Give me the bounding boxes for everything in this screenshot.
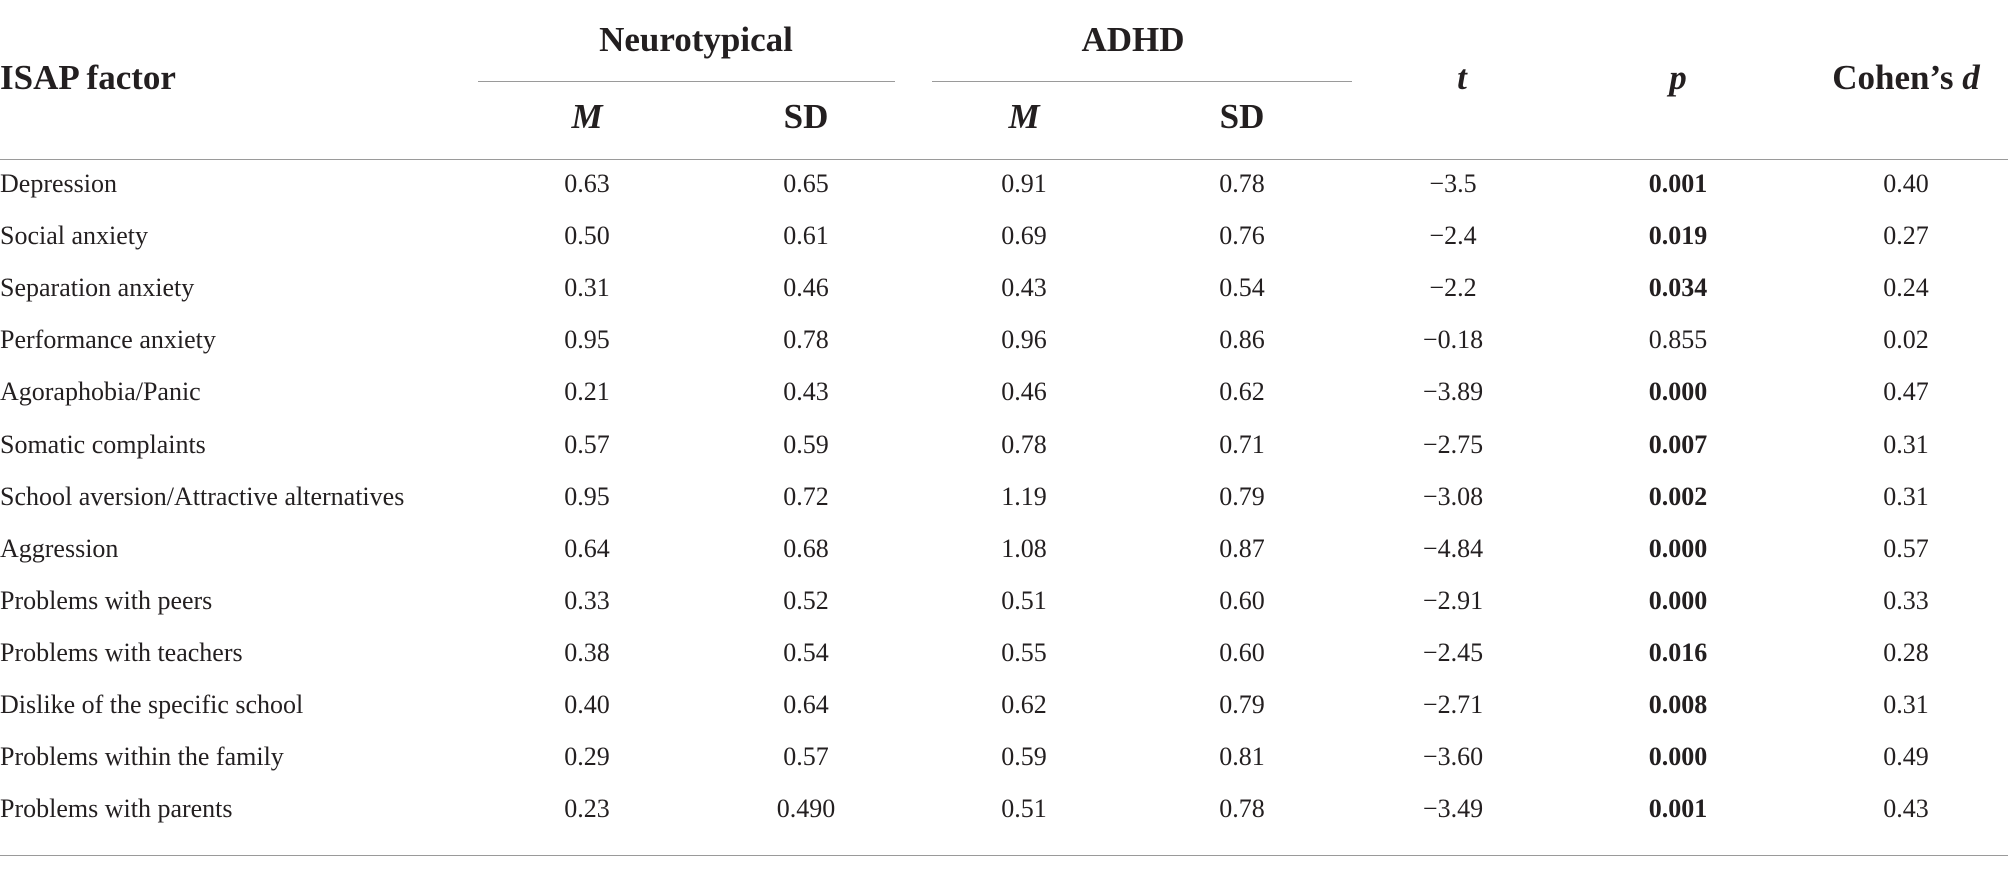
p-cell: 0.008 [1648, 690, 1708, 719]
cohens-d-cell: 0.33 [1883, 586, 1929, 615]
nt-sd-cell: 0.59 [783, 430, 829, 459]
cohens-d-cell: 0.57 [1883, 534, 1929, 563]
adhd-mean-cell: 0.96 [1001, 325, 1047, 354]
p-cell: 0.007 [1648, 430, 1708, 459]
header-group-adhd: ADHD [1081, 20, 1185, 59]
nt-sd-cell: 0.78 [783, 325, 829, 354]
header-cohens-d [1832, 58, 1979, 98]
factor-cell: Problems within the family [0, 742, 284, 771]
header-bottom-rule [0, 159, 2008, 160]
adhd-sd-cell: 0.86 [1219, 325, 1265, 354]
nt-mean-cell: 0.38 [564, 638, 610, 667]
t-cell: −2.75 [1422, 430, 1484, 459]
header-isap-factor: ISAP factor [0, 58, 176, 97]
t-cell: −3.08 [1422, 482, 1484, 511]
header-nt-sd: SD [783, 97, 829, 136]
adhd-sd-cell: 0.79 [1219, 482, 1265, 511]
factor-cell: Problems with teachers [0, 638, 243, 667]
nt-mean-cell: 0.57 [564, 430, 610, 459]
nt-sd-cell: 0.64 [783, 690, 829, 719]
nt-sd-cell: 0.52 [783, 586, 829, 615]
nt-sd-cell: 0.57 [783, 742, 829, 771]
p-cell: 0.001 [1648, 169, 1708, 198]
p-cell: 0.034 [1648, 273, 1708, 302]
cohens-d-cell: 0.02 [1883, 325, 1929, 354]
nt-mean-cell: 0.63 [564, 169, 610, 198]
t-cell: −4.84 [1422, 534, 1484, 563]
adhd-sd-cell: 0.81 [1219, 742, 1265, 771]
nt-sd-cell: 0.72 [783, 482, 829, 511]
factor-cell: Depression [0, 169, 117, 198]
nt-sd-cell: 0.68 [783, 534, 829, 563]
nt-sd-cell: 0.46 [783, 273, 829, 302]
cohens-d-cell: 0.27 [1883, 221, 1929, 250]
nt-mean-cell: 0.50 [564, 221, 610, 250]
adhd-sd-cell: 0.76 [1219, 221, 1265, 250]
nt-mean-cell: 0.29 [564, 742, 610, 771]
cohens-d-cell: 0.28 [1883, 638, 1929, 667]
adhd-sd-cell: 0.79 [1219, 690, 1265, 719]
cohens-d-cell: 0.31 [1883, 690, 1929, 719]
nt-sd-cell: 0.54 [783, 638, 829, 667]
rule-adhd [932, 81, 1352, 82]
adhd-sd-cell: 0.78 [1219, 169, 1265, 198]
header-group-neurotypical: Neurotypical [599, 20, 793, 59]
adhd-mean-cell: 1.08 [1001, 534, 1047, 563]
adhd-sd-cell: 0.62 [1219, 377, 1265, 406]
nt-mean-cell: 0.95 [564, 482, 610, 511]
adhd-mean-cell: 0.43 [1001, 273, 1047, 302]
factor-cell: Dislike of the specific school [0, 690, 304, 719]
nt-sd-cell: 0.43 [783, 377, 829, 406]
t-cell: −3.49 [1422, 794, 1484, 823]
t-cell: −0.18 [1422, 325, 1484, 354]
nt-sd-cell: 0.65 [783, 169, 829, 198]
header-adhd-sd: SD [1219, 97, 1265, 136]
p-cell: 0.000 [1648, 742, 1708, 771]
adhd-mean-cell: 0.55 [1001, 638, 1047, 667]
adhd-mean-cell: 1.19 [1001, 482, 1047, 511]
nt-sd-cell: 0.61 [783, 221, 829, 250]
factor-cell: Separation anxiety [0, 273, 195, 302]
cohens-d-cell: 0.47 [1883, 377, 1929, 406]
adhd-mean-cell: 0.91 [1001, 169, 1047, 198]
factor-cell: Aggression [0, 534, 119, 563]
factor-cell: Agoraphobia/Panic [0, 377, 201, 406]
header-cohens-label: Cohen’s [1832, 58, 1963, 97]
adhd-mean-cell: 0.62 [1001, 690, 1047, 719]
cohens-d-cell: 0.43 [1883, 794, 1929, 823]
p-cell: 0.019 [1648, 221, 1708, 250]
p-cell: 0.016 [1648, 638, 1708, 667]
nt-mean-cell: 0.33 [564, 586, 610, 615]
adhd-mean-cell: 0.78 [1001, 430, 1047, 459]
nt-mean-cell: 0.40 [564, 690, 610, 719]
factor-cell: Somatic complaints [0, 430, 206, 459]
nt-mean-cell: 0.95 [564, 325, 610, 354]
t-cell: −2.4 [1429, 221, 1477, 250]
header-t: t [1457, 58, 1467, 97]
nt-sd-cell: 0.490 [776, 794, 836, 823]
cohens-d-cell: 0.49 [1883, 742, 1929, 771]
p-cell: 0.000 [1648, 586, 1708, 615]
nt-mean-cell: 0.21 [564, 377, 610, 406]
adhd-mean-cell: 0.51 [1001, 586, 1047, 615]
t-cell: −2.71 [1422, 690, 1484, 719]
t-cell: −3.89 [1422, 377, 1484, 406]
t-cell: −3.60 [1422, 742, 1484, 771]
adhd-sd-cell: 0.60 [1219, 586, 1265, 615]
p-cell: 0.000 [1648, 377, 1708, 406]
adhd-sd-cell: 0.87 [1219, 534, 1265, 563]
nt-mean-cell: 0.64 [564, 534, 610, 563]
table-bottom-rule [0, 855, 2008, 856]
p-cell: 0.002 [1648, 482, 1708, 511]
t-cell: −3.5 [1429, 169, 1477, 198]
adhd-mean-cell: 0.46 [1001, 377, 1047, 406]
header-p: p [1669, 58, 1687, 97]
factor-cell: Social anxiety [0, 221, 149, 250]
factor-cell: Problems with parents [0, 794, 233, 823]
factor-cell: Problems with peers [0, 586, 213, 615]
cohens-d-cell: 0.31 [1883, 482, 1929, 511]
nt-mean-cell: 0.23 [564, 794, 610, 823]
adhd-sd-cell: 0.71 [1219, 430, 1265, 459]
header-adhd-mean: M [1008, 97, 1040, 136]
adhd-mean-cell: 0.51 [1001, 794, 1047, 823]
adhd-sd-cell: 0.78 [1219, 794, 1265, 823]
t-cell: −2.45 [1422, 638, 1484, 667]
adhd-mean-cell: 0.69 [1001, 221, 1047, 250]
p-cell: 0.855 [1648, 325, 1708, 354]
rule-neurotypical [478, 81, 895, 82]
factor-cell: Performance anxiety [0, 325, 216, 354]
p-cell: 0.001 [1648, 794, 1708, 823]
p-cell: 0.000 [1648, 534, 1708, 563]
nt-mean-cell: 0.31 [564, 273, 610, 302]
adhd-mean-cell: 0.59 [1001, 742, 1047, 771]
adhd-sd-cell: 0.54 [1219, 273, 1265, 302]
t-cell: −2.2 [1429, 273, 1477, 302]
header-cohens-symbol: d [1962, 58, 1980, 97]
cohens-d-cell: 0.31 [1883, 430, 1929, 459]
factor-cell: School aversion/Attractive alternatives [0, 482, 405, 511]
cohens-d-cell: 0.40 [1883, 169, 1929, 198]
header-nt-mean: M [571, 97, 603, 136]
cohens-d-cell: 0.24 [1883, 273, 1929, 302]
adhd-sd-cell: 0.60 [1219, 638, 1265, 667]
t-cell: −2.91 [1422, 586, 1484, 615]
